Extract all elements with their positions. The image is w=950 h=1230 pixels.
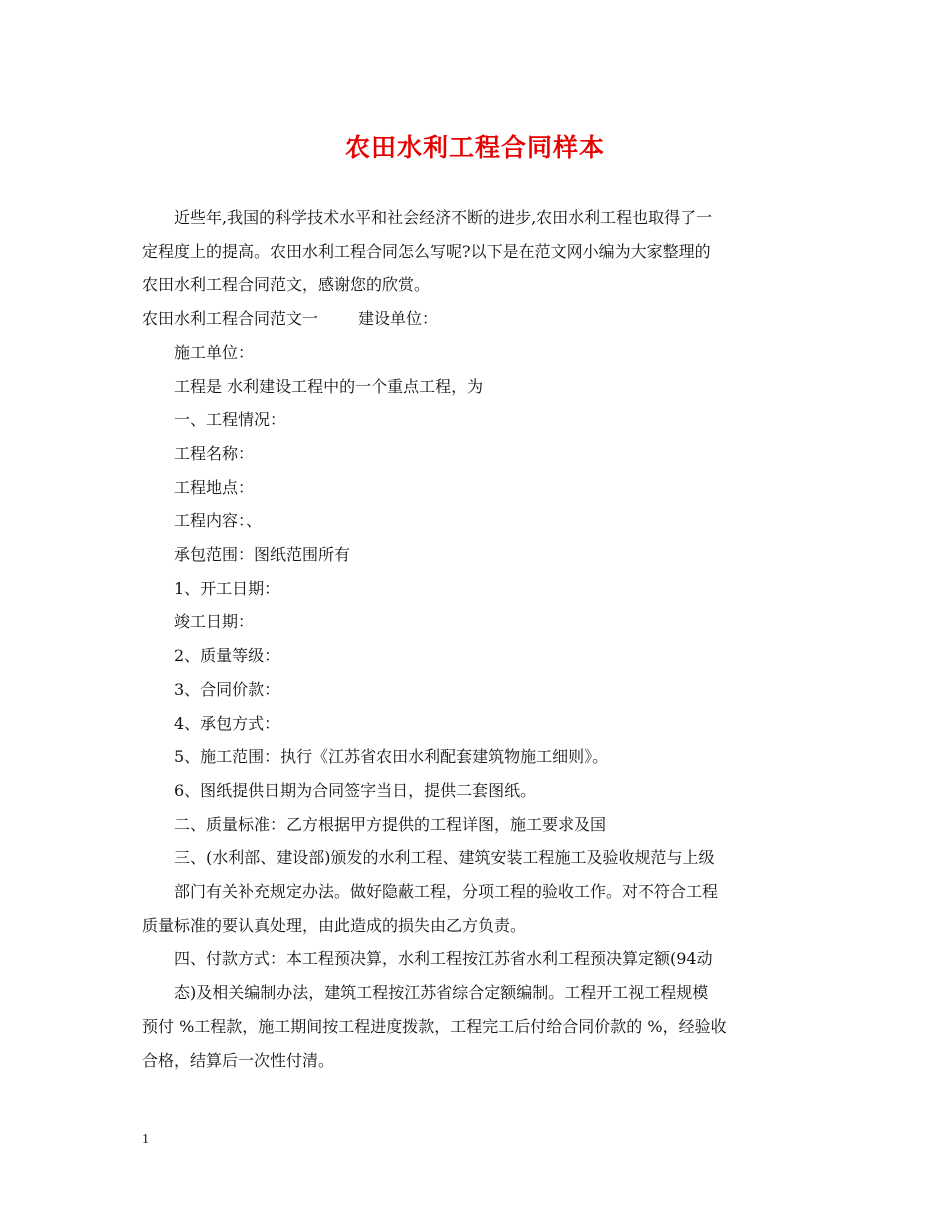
contract-line-5: 工程内容：、 bbox=[174, 511, 263, 531]
payment-line-1: 四、付款方式：本工程预决算，水利工程按江苏省水利工程预决算定额(94动 bbox=[174, 949, 713, 969]
contract-line-3: 工程名称： bbox=[174, 443, 255, 463]
quality-line-1: 三、(水利部、建设部)颁发的水利工程、建筑安装工程施工及验收规范与上级 bbox=[174, 848, 715, 868]
intro-line-3: 农田水利工程合同范文，感谢您的欣赏。 bbox=[142, 275, 431, 295]
contract-line-13: 6、图纸提供日期为合同签字当日，提供二套图纸。 bbox=[174, 780, 537, 800]
contract-line-9: 2、质量等级： bbox=[174, 646, 281, 666]
payment-line-2: 态)及相关编制办法，建筑工程按江苏省综合定额编制。工程开工视工程规模 bbox=[174, 983, 709, 1003]
quality-line-2: 部门有关补充规定办法。做好隐蔽工程，分项工程的验收工作。对不符合工程 bbox=[174, 882, 719, 902]
contract-line-1: 工程是 水利建设工程中的一个重点工程，为 bbox=[174, 376, 484, 396]
intro-line-2: 定程度上的提高。农田水利工程合同怎么写呢?以下是在范文网小编为大家整理的 bbox=[142, 241, 711, 261]
intro-line-1: 近些年,我国的科学技术水平和社会经济不断的进步,农田水利工程也取得了一 bbox=[174, 208, 713, 227]
contract-line-8: 竣工日期： bbox=[174, 612, 255, 632]
contract-line-6: 承包范围：图纸范围所有 bbox=[174, 545, 351, 565]
contract-line-7: 1、开工日期： bbox=[174, 578, 281, 598]
page-number: 1 bbox=[142, 1132, 149, 1147]
sample-heading: 农田水利工程合同范文一 bbox=[142, 309, 319, 329]
contractor-unit-label: 施工单位： bbox=[174, 342, 255, 362]
contract-line-10: 3、合同价款： bbox=[174, 679, 281, 699]
payment-line-3: 预付 %工程款，施工期间按工程进度拨款，工程完工后付给合同价款的 %，经验收 bbox=[142, 1016, 727, 1036]
sample-heading-line bbox=[142, 302, 810, 336]
contract-line-12: 5、施工范围：执行《江苏省农田水利配套建筑物施工细则》。 bbox=[174, 747, 609, 767]
construction-unit-label: 建设单位： bbox=[358, 309, 439, 329]
document-title: 农田水利工程合同样本 bbox=[344, 133, 605, 162]
quality-line-3: 质量标准的要认真处理，由此造成的损失由乙方负责。 bbox=[142, 915, 527, 935]
payment-line-4: 合格，结算后一次性付清。 bbox=[142, 1050, 335, 1070]
contract-line-14: 二、质量标准：乙方根据甲方提供的工程详图，施工要求及国 bbox=[174, 814, 607, 834]
contract-line-4: 工程地点： bbox=[174, 477, 255, 497]
document-body bbox=[142, 201, 810, 1077]
contract-line-2: 一、工程情况： bbox=[174, 410, 287, 430]
contract-line-11: 4、承包方式： bbox=[174, 713, 281, 733]
